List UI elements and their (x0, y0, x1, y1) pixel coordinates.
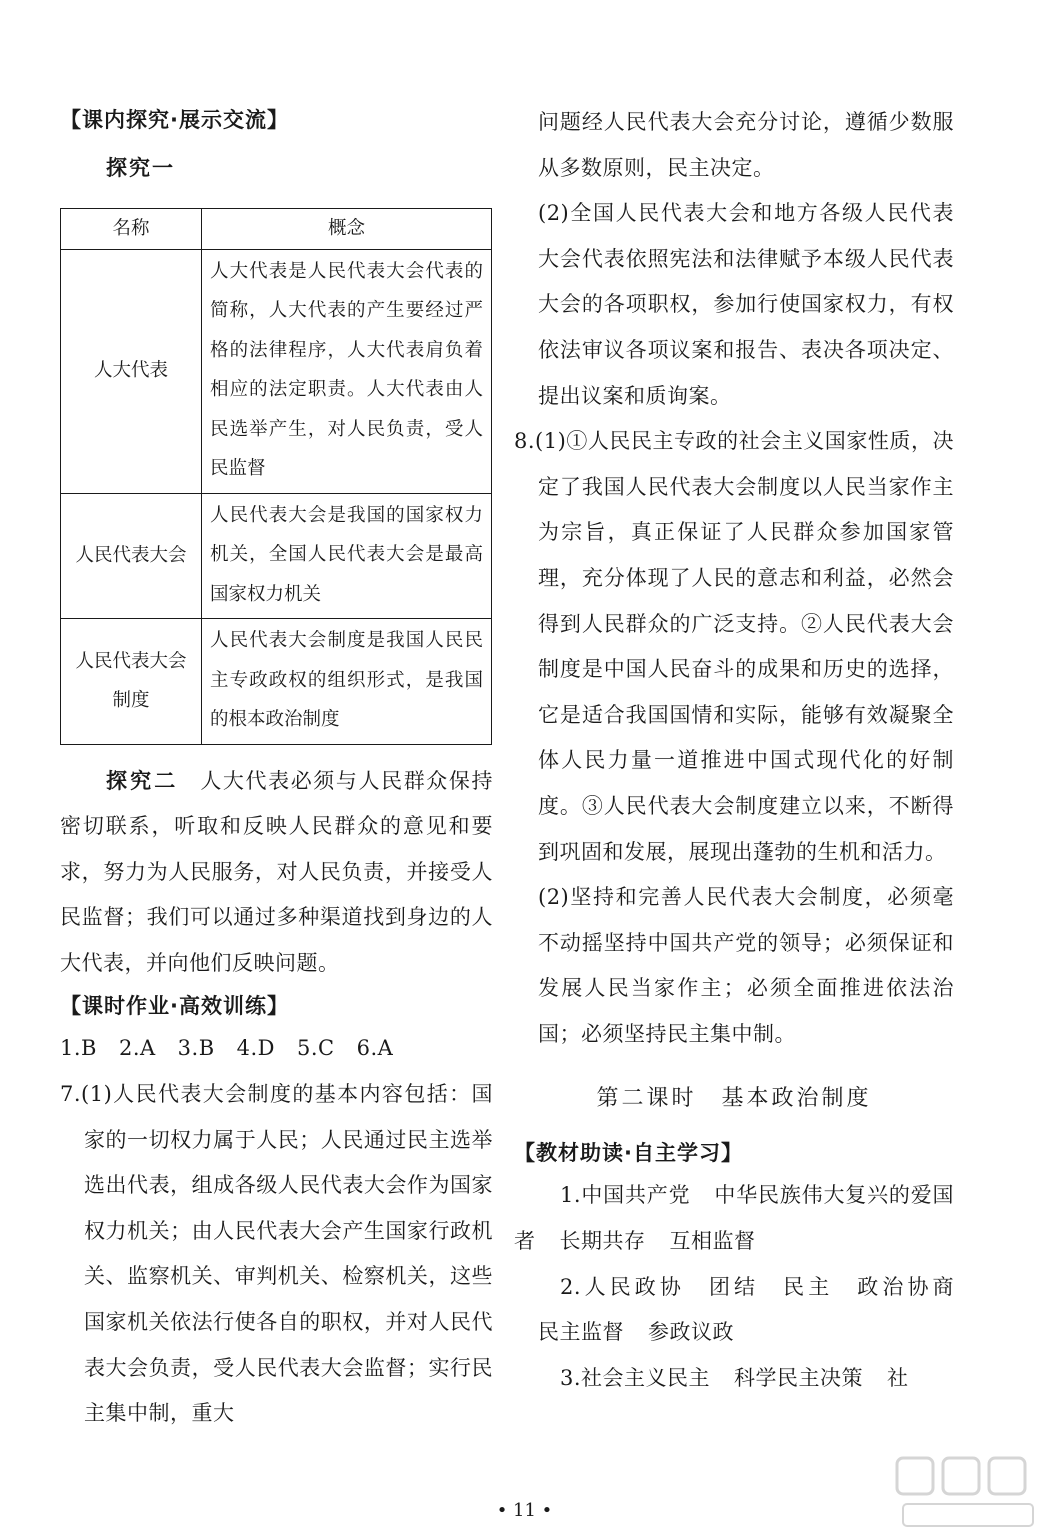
question-8-part-2: (2)坚持和完善人民代表大会制度，必须毫不动摇坚持中国共产党的领导；必须保证和发展人民当家作主；必须全面推进依法治国；必须坚持民主集中制。 (538, 885, 954, 1046)
answer-item: 3.B (177, 1036, 215, 1061)
item-text: 长期共存 (559, 1229, 646, 1254)
section-heading-reading: 【教材助读·自主学习】 (514, 1141, 743, 1166)
item-text: 民主监督 (538, 1320, 624, 1345)
item-text: 民主 (783, 1274, 834, 1299)
question-8-part-1: 8.(1)①人民民主专政的社会主义国家性质，决定了我国人民代表大会制度以人民当家作主为宗旨，真正保证了人民群众参加国家管理，充分体现了人民的意志和利益，必然会得到人民群众的广泛支持。②人民代表大会制度是中国人民奋斗的成果和历史的选择，它是适合我国国情和实际，能够有效凝聚全体人民力量一道推进中国式现代化的好制度。③人民代表大会制度建立以来，不断得到巩固和发展，展现出蓬勃的生机和活力。 (514, 429, 954, 864)
explore-two-paragraph (60, 759, 493, 987)
table-header-row (61, 209, 492, 250)
explore-one-heading: 探究一 (106, 156, 175, 180)
explore-two-text: 人大代表必须与人民群众保持密切联系，听取和反映人民群众的意见和要求，努力为人民服务，对人民负责，并接受人民监督；我们可以通过多种渠道找到身边的人大代表，并向他们反映问题。 (60, 768, 494, 975)
table-cell-name: 人民代表大会制度 (61, 619, 202, 745)
item-text: 2.人民政协 (560, 1274, 685, 1299)
watermark-logo-icon (893, 1452, 1043, 1532)
question-7-part-1: 7.(1)人民代表大会制度的基本内容包括：国家的一切权力属于人民；人民通过民主选举选出代表，组成各级人民代表大会作为国家权力机关；由人民代表大会产生国家行政机关、监察机关、审判机关、检察机关，这些国家机关依法行使各自的职权，并对人民代表大会负责，受人民代表大会监督；实行民主集中制，重大 (60, 1082, 493, 1426)
item-text: 社 (887, 1365, 909, 1390)
item-text: 3.社会主义民主 (560, 1365, 711, 1390)
lesson-title: 第二课时 基本政治制度 (596, 1086, 872, 1112)
left-column (60, 100, 493, 1437)
reading-item-1 (514, 1173, 954, 1264)
item-text: 中华民族伟大复兴的爱国者 (514, 1183, 955, 1254)
table-header-concept: 概念 (202, 209, 492, 250)
answer-list (60, 1026, 493, 1072)
item-text: 互相监督 (669, 1229, 756, 1254)
question-7-continued: 问题经人民代表大会充分讨论，遵循少数服从多数原则，民主决定。 (538, 110, 954, 180)
right-column (514, 100, 954, 1401)
reading-item-2 (514, 1265, 954, 1356)
item-text: 参政议政 (648, 1320, 734, 1345)
table-cell-desc: 人大代表是人民代表大会代表的简称，人大代表的产生要经过严格的法律程序，人大代表肩负着相应的法定职责。人大代表由人民选举产生，对人民负责，受人民监督 (202, 249, 492, 493)
item-text: 政治协商 (857, 1274, 955, 1299)
question-7-part-2: (2)全国人民代表大会和地方各级人民代表大会代表依照宪法和法律赋予本级人民代表大会的各项职权，参加行使国家权力，有权依法审议各项议案和报告、表决各项决定、提出议案和质询案。 (538, 201, 954, 408)
section-heading-homework: 【课时作业·高效训练】 (60, 994, 289, 1019)
section-heading-explore: 【课内探究·展示交流】 (60, 108, 289, 132)
table-cell-desc: 人民代表大会制度是我国人民民主专政政权的组织形式，是我国的根本政治制度 (202, 619, 492, 745)
concept-table (60, 208, 492, 745)
table-cell-desc: 人民代表大会是我国的国家权力机关，全国人民代表大会是最高国家权力机关 (202, 493, 492, 619)
page-number: • 11 • (496, 1500, 553, 1521)
reading-item-3 (514, 1356, 954, 1402)
table-cell-name: 人大代表 (61, 249, 202, 493)
item-text: 1.中国共产党 (560, 1183, 691, 1208)
answer-item: 6.A (356, 1036, 394, 1061)
answer-item: 4.D (236, 1036, 276, 1061)
answer-item: 5.C (297, 1036, 335, 1061)
explore-two-label: 探究二 (106, 768, 179, 793)
table-row (61, 249, 492, 493)
item-text: 团结 (708, 1274, 760, 1299)
table-header-name: 名称 (61, 209, 202, 250)
item-text: 科学民主决策 (734, 1365, 864, 1390)
answer-item: 1.B (60, 1036, 97, 1061)
answer-item: 2.A (118, 1036, 156, 1061)
table-row (61, 493, 492, 619)
table-row (61, 619, 492, 745)
table-cell-name: 人民代表大会 (61, 493, 202, 619)
